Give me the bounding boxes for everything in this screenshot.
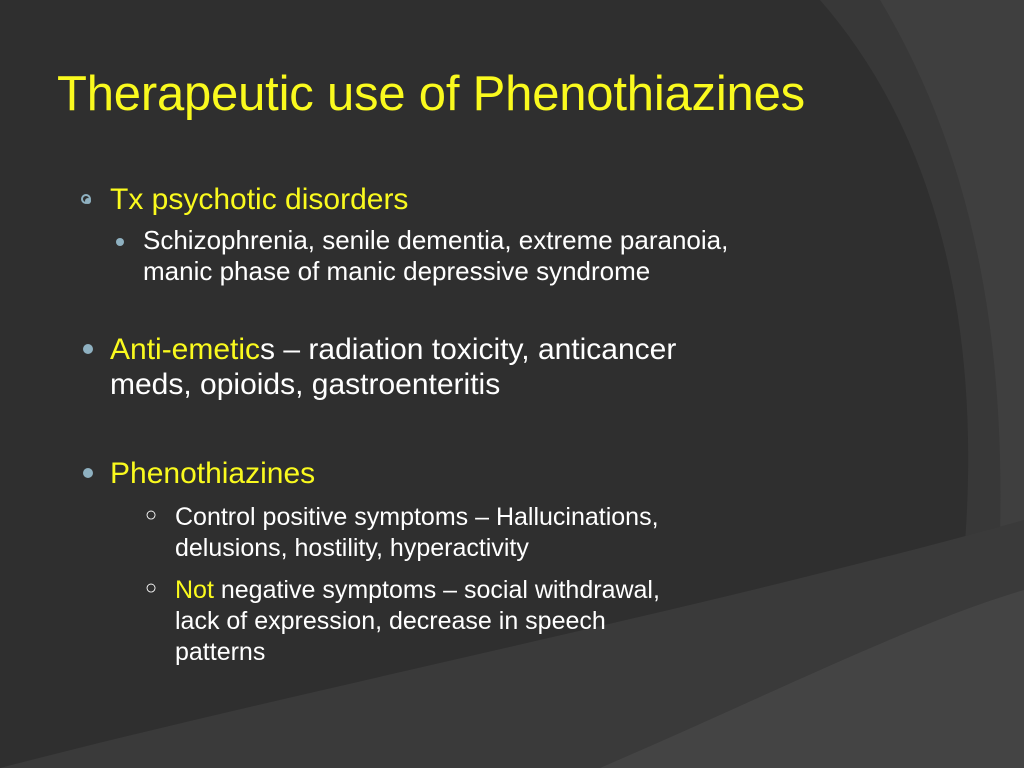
sub-bullet-line: manic phase of manic depressive syndrome <box>143 256 651 286</box>
dot-bullet-icon <box>83 344 93 354</box>
sub-bullet-positive-symptoms <box>175 502 659 564</box>
bullet-line <box>110 332 676 367</box>
bullet-tx-psychotic: Tx psychotic disorders <box>110 183 409 216</box>
bullet-phenothiazines: Phenothiazines <box>110 457 316 490</box>
sub-bullet-line: Schizophrenia, senile dementia, extreme paranoia, <box>143 225 729 255</box>
dot-bullet-icon <box>83 468 93 478</box>
circle-bullet-icon: ○ <box>145 504 158 526</box>
highlight-text: Anti-emetic <box>110 333 261 366</box>
highlight-text: Not <box>175 576 214 604</box>
sub-bullet-line <box>175 575 660 606</box>
sub-bullet-line: patterns <box>175 638 266 666</box>
slide-title: Therapeutic use of Phenothiazines <box>57 67 805 121</box>
sub-bullet-line: lack of expression, decrease in speech <box>175 607 606 635</box>
bullet-text: negative symptoms – social withdrawal, <box>213 576 660 604</box>
sub-bullet-line: delusions, hostility, hyperactivity <box>175 534 529 562</box>
sub-bullet-schizophrenia <box>143 225 728 287</box>
circle-bullet-icon: ○ <box>145 577 158 599</box>
dot-bullet-icon <box>116 238 124 246</box>
ring-bullet-icon <box>81 194 91 204</box>
bullet-text: s – radiation toxicity, anticancer <box>260 333 677 366</box>
sub-bullet-negative-symptoms <box>175 575 660 668</box>
bullet-line: meds, opioids, gastroenteritis <box>110 368 501 401</box>
bullet-anti-emetics <box>110 332 676 402</box>
sub-bullet-line: Control positive symptoms – Hallucinations, <box>175 503 659 531</box>
